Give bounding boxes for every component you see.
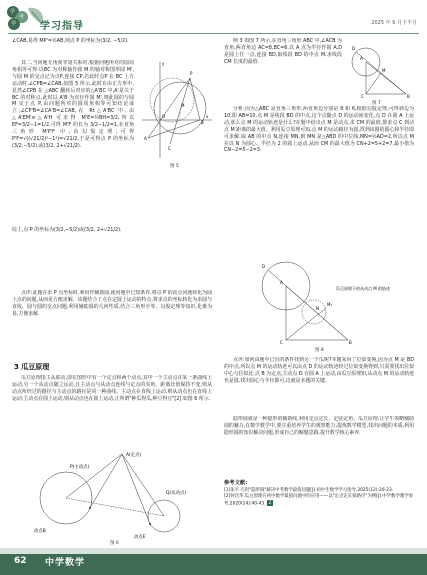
svg-text:A: A [360, 56, 363, 61]
svg-text:B: B [201, 120, 204, 125]
end-mark: Z [268, 500, 272, 506]
analysis-block [224, 106, 414, 256]
left-guadou-para: 瓜豆原理指主从联动,即在图形中有一个定点和两个动点,其中一个主动点在某一条曲线上运动,另一个从动点随之运动,且主动点与从动点连线与定点的夹角、距离比值保持不变,则从动点所经过的路径与主动点的路径是同一种曲线。主动点在直线上运动,则从动点也在直线上运动;主动点在圆上运动,则从动点也在圆上运动,正所谓"种瓜得瓜,种豆得豆"[2].如图 6 所示. [12, 375, 212, 402]
fig6-tag-q: Q(从动点) [166, 491, 187, 496]
svg-text:M₁: M₁ [327, 302, 333, 307]
summary-text: 隐形圆就是一种隐形的辅助线,利用定点定长、定弦定角、瓜豆原理,让学生领略辅助圆的魅力,在数学教学中,要注重培养学生的观察能力,提炼数学模型,找出问题的本质,利用隐形圆的知识解决问题,形成自己的解题思路,提升数学核心素养. [224, 416, 414, 436]
references-title: 参考文献: [224, 480, 248, 486]
fig6-tag-e: 动点E [134, 535, 146, 540]
svg-text:P: P [190, 71, 193, 76]
left-remark: 点评:此题在求 P 点坐标时,利用作辅助圆,使问题中已知条件,将点 P 的动点问题转化为圆上点的问题,从而更方便求解。该题结合了点在定圆上运动的特点,将求点的坐标转化为求圆与直线、圆与圆的交点问题,利用辅助圆的几何性质,结合三角形全等、勾股定理等知识,化难为易,方便求解. [12, 290, 212, 317]
example-3-text: 例 3 如图 7 所示,在直角三角形 ABC 中,∠ACB 为直角,两直角边 AC=8,BC=6,以 A 点为半径作圆 A,D 是圆上任一点,连接 BD,取线段 BD 的中点 M,求线段 CM 长度的最值. [224, 38, 342, 65]
svg-text:x: x [206, 114, 209, 119]
header-section-title: 学习指导 [40, 21, 84, 32]
figure-6-caption: 图 6 [110, 541, 119, 546]
figure-7-caption: 图 7 [372, 101, 381, 106]
figure-5-caption: 图 5 [170, 164, 179, 169]
remark-right-text: 点评:如何由题中已有的条件找到另一个瓜呢?本题采用了位似变换,因为点 M 是 BD 的中点,所以点 M 的运动轨迹可以由点 D 的运动轨迹经过位似变换得到,只需要找出位似中心与位似比.点 B 为定点,主动点 D 在圆 A 上运动,由瓜豆原理知,从动点 M 的运动轨迹也是圆,找出圆心与半径即可,这就是本题的关键. [224, 357, 414, 384]
figure-8-tag: 瓜豆原理下的从动点 M 的轨迹 [336, 286, 390, 291]
figure-8-caption: 图 8 [315, 348, 324, 353]
left-para-1: ∠CAB,易得 MP'=½AB,则点 P 的坐标为(3/2, −5/2). [12, 38, 129, 44]
svg-text:C: C [168, 146, 171, 151]
fig6-tag-a: A(定点) [126, 453, 142, 458]
svg-text:O: O [162, 114, 166, 119]
figure-5 [138, 58, 214, 162]
left-remark-block [12, 290, 212, 358]
journal-brand: 中学数学 [45, 558, 86, 568]
left-guadou-block [12, 375, 212, 443]
section-3-title: 3 瓜豆原理 [14, 363, 50, 371]
svg-text:B: B [349, 340, 352, 345]
svg-text:C: C [280, 340, 283, 345]
svg-text:y: y [162, 61, 165, 66]
summary-block [224, 416, 414, 472]
figure-7 [346, 40, 416, 100]
left-para-2-block [12, 60, 134, 205]
header-issue: 2025 年 6 月下半月 [371, 20, 417, 26]
page-number: 62 [14, 556, 27, 566]
left-para-3: 综上,点 P 的坐标为(3/2,−5/2)或(3/2, 2+√21/2). [12, 227, 122, 233]
reference-item: [2]何昌华.瓜豆原理在初中数学最值问题中的应用——以"定点定长探路径"为例[J].中学数学教学参考,2020(14):40-43. Z [224, 494, 414, 507]
analysis-text: 分析:因为△ABC 是直角三角形,两直角边分别是 8 和 6,根据勾股定理,可得斜边为 10,即 AB=10.点 M 是线段 BD 的中点,这个点随点 D 的运动而变化,点 D 在圆 A 上运动,那么点 M 的运动轨迹是什么?在题中给出点 M 是动点,求 CM 的最值,即求点 C 到动点 M 距离的最大值。利用瓜豆原理可知,点 M 的运动路径为圆,找到该圆的圆心和半径即可求解.取 AB 的中点 N,连接 MN,则 MN 是△ABD 的中位线,MN=½AD=2,所以点 M 在以 N 为圆心、半径为 2 的圆上运动,从而 CM 的最大值为 CN+2=5+2=7,最小值为 CN−2=5−2=3. [224, 106, 414, 154]
example-3-block [224, 38, 342, 98]
svg-text:D: D [352, 46, 356, 51]
svg-text:A: A [144, 136, 147, 141]
remark-right-block [224, 357, 414, 413]
fig6-tag-p: P(主动点) [70, 465, 90, 470]
svg-text:C: C [361, 94, 364, 99]
badge-char-3: 学 [11, 21, 17, 27]
left-intro [12, 38, 212, 45]
badge-char-1: 学 [10, 9, 16, 15]
figure-8 [252, 254, 392, 346]
reference-item: [1]朱平.巧用"隐形圆"解决中考数学最值问题[J].初中生数学学习指导,2025(12):20-23. [224, 488, 394, 493]
svg-text:D: D [262, 264, 266, 269]
svg-text:B: B [407, 94, 410, 99]
fig6-tag-b: 动点B [34, 529, 46, 534]
left-para-2: 其二,当问题无角度等量关系时,根据问题所对的圆周角相等可得:以BC 为对称轴作圆 M 的轴对称图形圆 M',与圆 M 的交点记为点P,连接 CP,若此时点P 在 BC 上方运动时,∠CPB=∠CAB,如图 5 所示,此时在由正方形中,显然∠CPB 在 △ABC 翻转后对应的△A'BC 中,A'是关于 BC 的对称点,此时以 A'B 为直径作圆 M',则此圆的与圆 M 交于点 P,由问题所对的圆周角相等可知结论成立,∠CP'B=∠CA'B=∠CAB,在 Rt△A'BC 中,由△A'EM'≅△A'H 可求得 M'E=½BH=3/2,所以 EF=3/2−1=1/2,可得 M'F 的长为 3/2−1/2=1,在直角三角形 M'P'F 中,由勾股定理,可得 P'F=√((√21/2)²−1²)=√21/2,于是可得点 P 的坐标为(3/2,−5/2),或(3/2, 2+√21/2). [12, 60, 134, 149]
header-rule [8, 33, 419, 34]
svg-text:A: A [280, 280, 283, 285]
svg-text:N: N [316, 306, 319, 311]
svg-text:M: M [382, 68, 386, 73]
figure-6 [30, 446, 198, 542]
badge-char-2: 考 [19, 14, 25, 20]
left-para-2-cont [12, 205, 212, 283]
svg-text:M: M [181, 103, 185, 108]
reference-list [224, 488, 414, 508]
